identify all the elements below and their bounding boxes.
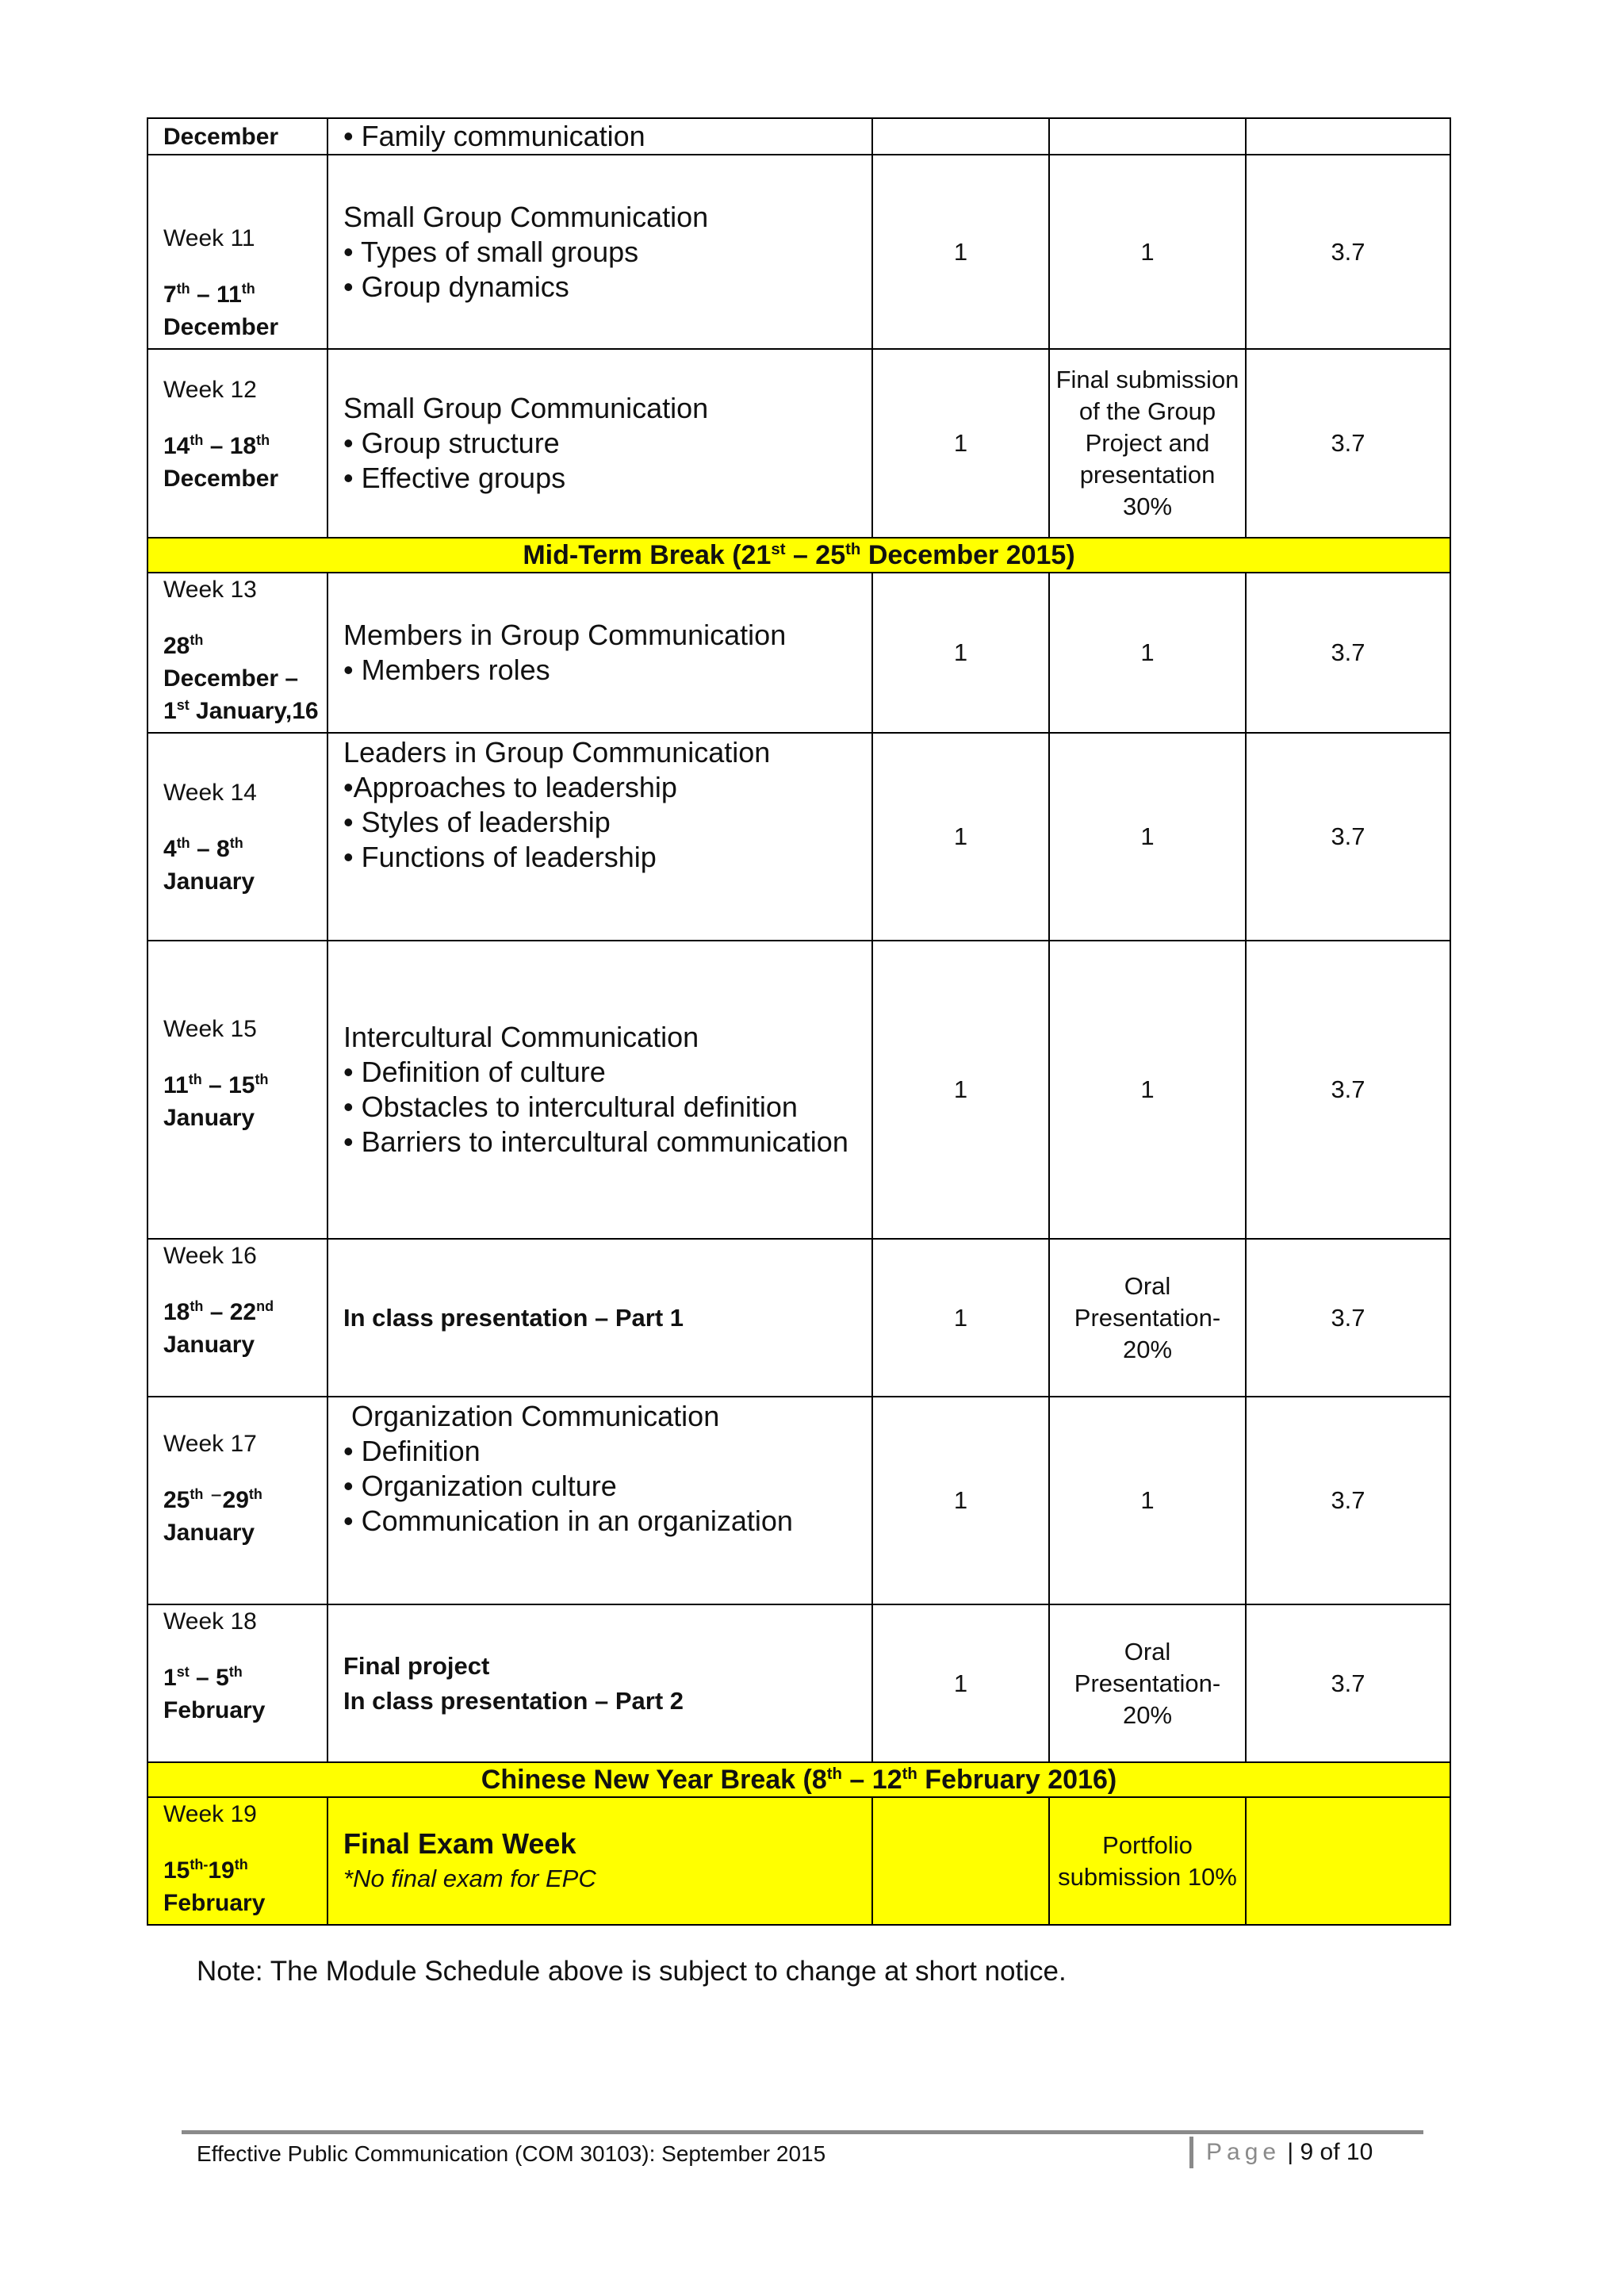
topic-item: • Family communication bbox=[343, 120, 645, 152]
footer-page-number bbox=[1189, 2137, 1373, 2168]
week-cell bbox=[147, 118, 327, 155]
week-label: Week 11 bbox=[163, 225, 255, 251]
table-row-week-13 bbox=[147, 573, 1450, 733]
cell-value: 1 bbox=[872, 1239, 1049, 1397]
week-cell bbox=[147, 733, 327, 941]
week-date: 7th – 11th bbox=[163, 281, 255, 308]
cell-value: 3.7 bbox=[1246, 1604, 1450, 1762]
week-month: January bbox=[163, 868, 255, 895]
topic-cell bbox=[327, 1604, 872, 1762]
topic-item: •Approaches to leadership bbox=[343, 771, 677, 803]
week-cell bbox=[147, 1604, 327, 1762]
topic-item: • Members roles bbox=[343, 654, 550, 686]
week-month: January bbox=[163, 1520, 255, 1546]
week-label: Week 15 bbox=[163, 1016, 257, 1042]
week-date: $15^{th-}19th$ bbox=[163, 1857, 248, 1884]
cell-value: 1 bbox=[1049, 155, 1246, 349]
table-row-week-15 bbox=[147, 941, 1450, 1239]
week-cell bbox=[147, 1797, 327, 1925]
break-banner: Mid-Term Break (21st – 25th December 2015) bbox=[147, 538, 1450, 573]
week-date: 14th – 18th bbox=[163, 432, 270, 459]
week-month: January bbox=[163, 1105, 255, 1131]
week-label: Week 14 bbox=[163, 780, 257, 806]
week-date: 1st – 5th bbox=[163, 1664, 243, 1691]
cny-break-row bbox=[147, 1762, 1450, 1797]
topic-title: Small Group Communication bbox=[343, 200, 709, 233]
topic-cell bbox=[327, 941, 872, 1239]
week-month: February bbox=[163, 1890, 266, 1916]
topic-item: • Group structure bbox=[343, 427, 560, 459]
topic-cell bbox=[327, 1397, 872, 1604]
topic-cell bbox=[327, 118, 872, 155]
topic-title: Intercultural Communication bbox=[343, 1021, 699, 1053]
cell-value: 3.7 bbox=[1246, 349, 1450, 538]
topic-cell bbox=[327, 349, 872, 538]
week-date: 4th – 8th bbox=[163, 835, 243, 862]
cell-value: 1 bbox=[872, 573, 1049, 733]
assessment-cell: Portfolio submission 10% bbox=[1049, 1797, 1246, 1925]
week-cell bbox=[147, 155, 327, 349]
cell-value: 3.7 bbox=[1246, 733, 1450, 941]
cell-value: 1 bbox=[872, 1397, 1049, 1604]
assessment-cell: Final submission of the Group Project and presentation 30% bbox=[1049, 349, 1246, 538]
cell-value: 3.7 bbox=[1246, 1397, 1450, 1604]
topic-note: *No final exam for EPC bbox=[343, 1864, 596, 1892]
topic-cell bbox=[327, 155, 872, 349]
topic-item: • Functions of leadership bbox=[343, 841, 657, 873]
table-row-week-19 bbox=[147, 1797, 1450, 1925]
topic-title: Small Group Communication bbox=[343, 392, 709, 424]
table-row-week-16 bbox=[147, 1239, 1450, 1397]
cell-value: 1 bbox=[872, 941, 1049, 1239]
table-row-week-10 bbox=[147, 118, 1450, 155]
cell-value: 1 bbox=[872, 155, 1049, 349]
topic-title: Organization Communication bbox=[343, 1400, 720, 1432]
cell-value: 3.7 bbox=[1246, 1239, 1450, 1397]
table-row-week-17 bbox=[147, 1397, 1450, 1604]
table-row-week-14 bbox=[147, 733, 1450, 941]
topic-item: • Types of small groups bbox=[343, 235, 639, 268]
topic-item: • Styles of leadership bbox=[343, 806, 611, 838]
topic-item: • Organization culture bbox=[343, 1470, 617, 1502]
cell-value: 1 bbox=[872, 733, 1049, 941]
topic-title: Final project bbox=[343, 1651, 490, 1680]
cell-value: 1 bbox=[872, 1604, 1049, 1762]
assessment-cell: Oral Presentation- 20% bbox=[1049, 1604, 1246, 1762]
footer-divider bbox=[182, 2130, 1423, 2134]
table-row-week-12 bbox=[147, 349, 1450, 538]
topic-cell bbox=[327, 733, 872, 941]
week-label: Week 13 bbox=[163, 577, 257, 603]
week-label: Week 16 bbox=[163, 1243, 257, 1269]
break-banner: Chinese New Year Break (8th – 12th February 2016) bbox=[147, 1762, 1450, 1797]
week-month: January bbox=[163, 1332, 255, 1358]
topic-cell bbox=[327, 1239, 872, 1397]
week-date: 28th bbox=[163, 632, 204, 659]
topic-item: • Definition of culture bbox=[343, 1056, 606, 1088]
topic-title: Leaders in Group Communication bbox=[343, 736, 771, 769]
cell-value: 1 bbox=[1049, 941, 1246, 1239]
topic-title: Final Exam Week bbox=[343, 1826, 576, 1860]
topic-title: Members in Group Communication bbox=[343, 619, 787, 651]
week-date: 18th – 22nd bbox=[163, 1298, 274, 1325]
footer-course-title: Effective Public Communication (COM 30103): September 2015 bbox=[197, 2141, 826, 2166]
week-label: Week 18 bbox=[163, 1608, 257, 1635]
topic-title: In class presentation – Part 1 bbox=[343, 1303, 684, 1332]
topic-item: • Obstacles to intercultural definition bbox=[343, 1091, 798, 1123]
table-row-week-11 bbox=[147, 155, 1450, 349]
week-month: February bbox=[163, 1697, 266, 1723]
week-date: 11th – 15th bbox=[163, 1071, 269, 1098]
week-month: December bbox=[163, 314, 279, 340]
week-cell: Week 13 28th December – 1st January,16 bbox=[147, 573, 327, 733]
week-label: Week 12 bbox=[163, 377, 257, 403]
midterm-break-row bbox=[147, 538, 1450, 573]
cell-value: 1 bbox=[1049, 1397, 1246, 1604]
week-cell bbox=[147, 1239, 327, 1397]
topic-title: In class presentation – Part 2 bbox=[343, 1686, 684, 1715]
cell-value: 3.7 bbox=[1246, 573, 1450, 733]
cell-value: 1 bbox=[1049, 733, 1246, 941]
page-word: Page bbox=[1206, 2139, 1281, 2165]
schedule-note: Note: The Module Schedule above is subject to change at short notice. bbox=[197, 1956, 1067, 1987]
week-label: Week 17 bbox=[163, 1431, 257, 1457]
topic-cell bbox=[327, 1797, 872, 1925]
week-label: Week 19 bbox=[163, 1801, 257, 1827]
cell-value: 1 bbox=[872, 349, 1049, 538]
assessment-cell: Oral Presentation- 20% bbox=[1049, 1239, 1246, 1397]
week-cell bbox=[147, 349, 327, 538]
topic-item: • Effective groups bbox=[343, 462, 566, 494]
cell-value: 3.7 bbox=[1246, 941, 1450, 1239]
week-date: 25th ⁻29th bbox=[163, 1486, 262, 1513]
week-cell bbox=[147, 1397, 327, 1604]
week-date: December bbox=[163, 123, 279, 150]
cell-value: 1 bbox=[1049, 573, 1246, 733]
page-count: | 9 of 10 bbox=[1281, 2139, 1373, 2165]
cell-value: 3.7 bbox=[1246, 155, 1450, 349]
table-row-week-18 bbox=[147, 1604, 1450, 1762]
week-cell bbox=[147, 941, 327, 1239]
topic-item: • Group dynamics bbox=[343, 270, 569, 303]
module-schedule-table bbox=[147, 117, 1451, 1926]
topic-item: • Barriers to intercultural communication bbox=[343, 1125, 848, 1158]
topic-item: • Communication in an organization bbox=[343, 1504, 793, 1537]
topic-cell bbox=[327, 573, 872, 733]
topic-item: • Definition bbox=[343, 1435, 481, 1467]
week-month: December bbox=[163, 466, 279, 492]
